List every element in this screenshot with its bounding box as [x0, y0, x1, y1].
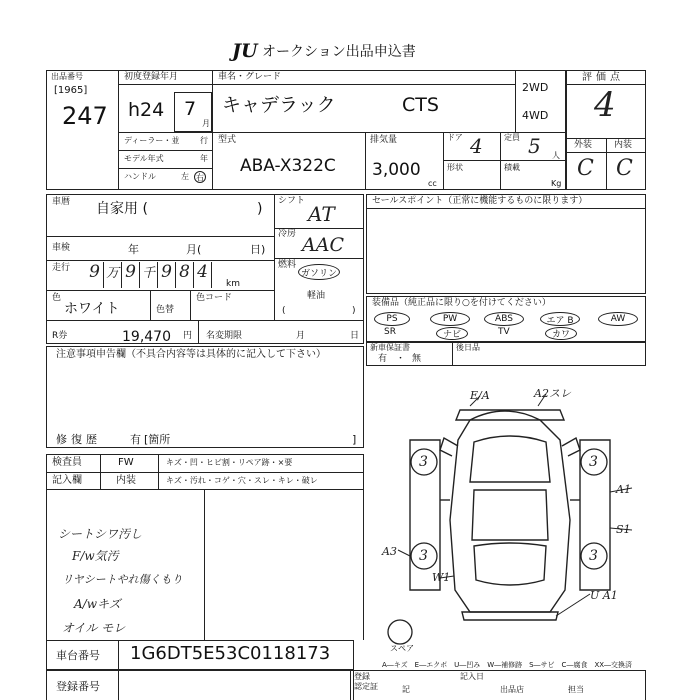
inspector-interior: 内装 — [116, 475, 136, 486]
shape-label: 形状 — [447, 163, 463, 172]
dealer-label: ディーラー・並 — [124, 136, 180, 145]
entry-label: 記入欄 — [52, 475, 82, 486]
lot-number: 247 — [62, 102, 108, 130]
inspection-year: 年 — [128, 243, 139, 256]
mileage-unit-km: km — [226, 279, 240, 289]
ac-label: 冷房 — [278, 229, 297, 239]
mileage-digit: 8 — [176, 262, 194, 288]
inspection-day: 日) — [250, 243, 266, 256]
registration-era: h24 — [128, 99, 165, 121]
handwritten-note: リヤシートやれ傷くもり — [62, 573, 183, 586]
tire-depth: 3 — [589, 454, 598, 470]
model-year-label: モデル年式 — [124, 154, 164, 163]
inspector-label: 検査員 — [52, 457, 82, 468]
fuel-light-oil: 軽油 — [307, 291, 326, 301]
type-value: ABA-X322C — [240, 156, 336, 176]
exterior-grade: C — [577, 156, 594, 181]
doors-label: ドア — [447, 133, 463, 142]
capacity-label: 定員 — [504, 133, 520, 142]
month-unit: 月 — [202, 119, 210, 128]
sales-point-box — [366, 194, 646, 294]
footer-box — [350, 670, 646, 700]
color-change-label: 色替 — [156, 305, 175, 315]
warranty-none: 無 — [412, 354, 422, 364]
damage-label: U A1 — [590, 589, 618, 602]
warranty-has: 有 — [378, 354, 388, 364]
repair-place: [箇所 — [144, 433, 171, 446]
history-close: ) — [257, 201, 263, 217]
fuel-paren-close: ) — [352, 306, 356, 316]
model-grade: CTS — [402, 94, 439, 116]
equipment-label: 装備品（純正品に限り○を付けてください） — [372, 298, 551, 308]
name-change-day: 日 — [350, 331, 360, 341]
warranty-label: 新車保証書 — [370, 343, 410, 352]
load-unit: Kg — [551, 179, 562, 188]
inspector-fw: FW — [118, 457, 134, 468]
fuel-label: 燃料 — [278, 260, 297, 270]
handle-label: ハンドル — [124, 172, 156, 181]
equip-sr: SR — [384, 327, 396, 337]
displacement-value: 3,000 — [372, 160, 421, 180]
handwritten-note: F/w気汚 — [72, 549, 119, 563]
score-value: 4 — [594, 85, 616, 125]
model-label: 車名・グレード — [218, 72, 282, 82]
footer-entry-date: 記入日 — [460, 672, 484, 681]
handwritten-note: A/wキズ — [74, 597, 121, 611]
mileage-value — [86, 262, 236, 288]
dealer-row-no: 行 — [200, 136, 208, 145]
chassis-number: 1G6DT5E53C0118173 — [130, 643, 331, 664]
chassis-label: 車台番号 — [56, 649, 100, 662]
name-change-label: 名変期限 — [206, 331, 243, 341]
damage-label: A2スレ — [534, 387, 571, 400]
mileage-digit: 9 — [122, 262, 140, 288]
spare-label: スペア — [390, 644, 414, 653]
recycle-value: 19,470 — [122, 329, 171, 345]
inspector-interior-items: キズ・汚れ・コゲ・穴・スレ・キレ・破レ — [166, 476, 318, 485]
history-label: 車暦 — [52, 197, 71, 207]
damage-label: S1 — [616, 523, 631, 536]
drive-4wd: 4WD — [522, 109, 549, 122]
repair-label: 修復歴 — [56, 433, 101, 446]
registration-month: 7 — [184, 98, 197, 120]
color-value: ホワイト — [64, 301, 120, 317]
shift-label: シフト — [278, 196, 306, 206]
mileage-digit: 9 — [86, 262, 104, 288]
warranty-dot: ・ — [396, 354, 406, 364]
auction-logo: JU — [232, 40, 258, 62]
mileage-label: 走行 — [52, 263, 71, 273]
equip-airbag: エア B — [540, 312, 580, 326]
tire-depth: 3 — [589, 548, 598, 564]
doors-value: 4 — [470, 134, 483, 158]
equip-ps: PS — [374, 312, 410, 326]
equip-aw: AW — [598, 312, 638, 326]
color-code-label: 色コード — [196, 293, 233, 303]
displacement-unit: cc — [428, 179, 437, 188]
capacity-value: 5 — [528, 134, 541, 158]
plate-label: 登録番号 — [56, 680, 100, 693]
equip-abs: ABS — [484, 312, 524, 326]
footer-store: 出品店 — [500, 685, 524, 694]
equip-navi: ナビ — [436, 327, 468, 340]
capacity-unit: 人 — [552, 151, 560, 160]
notes-label: 注意事項申告欄（不具合内容等は具体的に記入して下さい） — [56, 349, 326, 360]
lot-bracket-number: [1965] — [54, 85, 88, 96]
interior-grade: C — [616, 156, 633, 181]
color-label: 色 — [52, 293, 62, 303]
car-damage-diagram — [370, 380, 670, 650]
repair-has: 有 — [130, 433, 141, 446]
sales-point-label: セールスポイント（正常に機能するものに限ります） — [372, 196, 588, 206]
equip-tv: TV — [498, 327, 510, 337]
exterior-label: 外装 — [574, 140, 593, 150]
model-name: キャデラック — [222, 94, 336, 116]
score-label: 評価点 — [582, 72, 624, 83]
footer-staff: 担当 — [568, 685, 584, 694]
mileage-unit-man: 万 — [104, 262, 122, 288]
fuel-paren-open: ( — [282, 306, 286, 316]
displacement-label: 排気量 — [370, 135, 398, 145]
post-period-label: 後日品 — [456, 343, 480, 352]
footer-registration: 登録 — [354, 672, 370, 681]
tire-depth: 3 — [419, 454, 428, 470]
fuel-gasoline-circled: ガソリン — [298, 264, 340, 280]
footer-note: 記 — [402, 685, 410, 694]
recycle-unit: 円 — [183, 331, 193, 341]
shift-value: AT — [308, 202, 335, 226]
mileage-digit: 9 — [158, 262, 176, 288]
handle-right-circled: 右 — [196, 172, 204, 182]
form-title: オークション出品申込書 — [262, 44, 416, 60]
damage-label: W1 — [432, 571, 451, 584]
load-label: 積載 — [504, 163, 520, 172]
inspection-label: 車検 — [52, 243, 71, 253]
repair-close: ] — [352, 433, 357, 446]
tire-depth: 3 — [419, 548, 428, 564]
registration-label: 初度登録年月 — [124, 72, 179, 82]
recycle-label: R券 — [52, 331, 68, 341]
damage-label: E/A — [470, 389, 490, 402]
name-change-month: 月 — [296, 331, 306, 341]
handwritten-note: シートシワ汚し — [58, 527, 143, 541]
lot-label: 出品番号 — [51, 72, 83, 81]
inspector-fw-items: キズ・凹・ヒビ割・リペア跡・×要 — [166, 458, 293, 467]
model-year-unit: 年 — [200, 154, 208, 163]
damage-label: A3 — [382, 545, 397, 558]
damage-legend: A―キズ E―エクボ U―凹み W―補修跡 S―サビ C―腐食 XX―交換済 — [382, 661, 633, 669]
handwritten-note: オイル モレ — [62, 621, 126, 635]
handle-left: 左 — [181, 172, 189, 181]
drive-2wd: 2WD — [522, 81, 549, 94]
mileage-digit: 4 — [194, 262, 212, 288]
history-value: 自家用 ( — [96, 201, 148, 217]
damage-label: A1 — [616, 483, 631, 496]
type-label: 型式 — [218, 135, 237, 145]
inspection-month: 月( — [186, 243, 202, 256]
footer-certificate: 認定証 — [354, 682, 378, 691]
equip-leather: カワ — [545, 327, 577, 340]
mileage-unit-sen: 千 — [140, 262, 158, 288]
equip-pw: PW — [430, 312, 470, 326]
interior-label: 内装 — [614, 140, 633, 150]
ac-value: AAC — [302, 234, 344, 256]
